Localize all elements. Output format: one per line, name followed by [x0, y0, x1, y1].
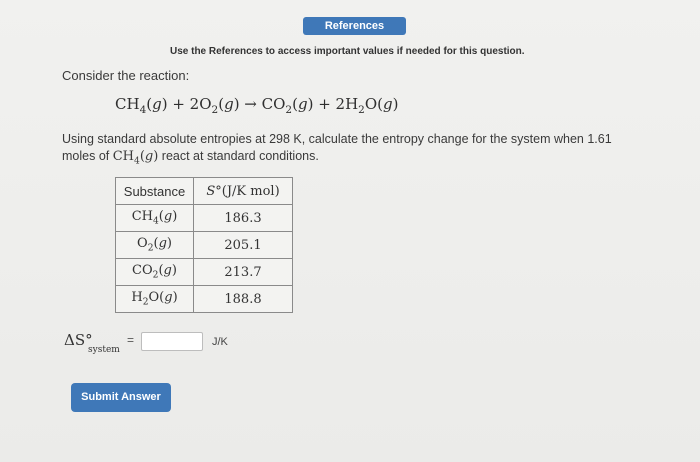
table-cell-value: 205.1 [194, 232, 293, 259]
table-row [116, 205, 293, 232]
submit-answer-button[interactable]: Submit Answer [71, 383, 171, 412]
question-text-part1: Using standard absolute entropies at 298 K, calculate the entropy change for the system when 1.61 moles of [62, 132, 612, 163]
references-instruction: Use the References to access important values if needed for this question. [170, 46, 525, 57]
question-text [62, 131, 642, 171]
answer-input[interactable] [141, 332, 203, 351]
question-intro: Consider the reaction: [62, 68, 190, 83]
table-header-substance: Substance [116, 178, 194, 205]
question-text-part2: react at standard conditions. [161, 149, 319, 163]
delta-s-subscript: system [88, 345, 120, 355]
table-cell-substance: $H_2O(g)$ [116, 286, 194, 313]
table-cell-substance: $CH_4(g)$ [116, 205, 194, 232]
entropy-table [115, 177, 293, 313]
delta-s-symbol: ΔS° [64, 331, 93, 349]
references-button[interactable]: References [303, 17, 406, 35]
table-cell-substance: $O_2(g)$ [116, 232, 194, 259]
table-cell-value: 188.8 [194, 286, 293, 313]
reaction-equation: $CH_4(g) + 2O_2(g) \to CO_2(g) + 2H_2O(g)$ [115, 95, 399, 116]
table-cell-substance: $CO_2(g)$ [116, 259, 194, 286]
equals-sign: = [127, 333, 135, 347]
table-row [116, 232, 293, 259]
table-cell-value: 186.3 [194, 205, 293, 232]
answer-unit: J/K [212, 336, 228, 348]
question-species: $CH_4(g)$ [112, 149, 159, 167]
table-row [116, 286, 293, 313]
table-header-entropy: S°(J/K mol) [194, 178, 293, 205]
table-cell-value: 213.7 [194, 259, 293, 286]
table-row [116, 259, 293, 286]
